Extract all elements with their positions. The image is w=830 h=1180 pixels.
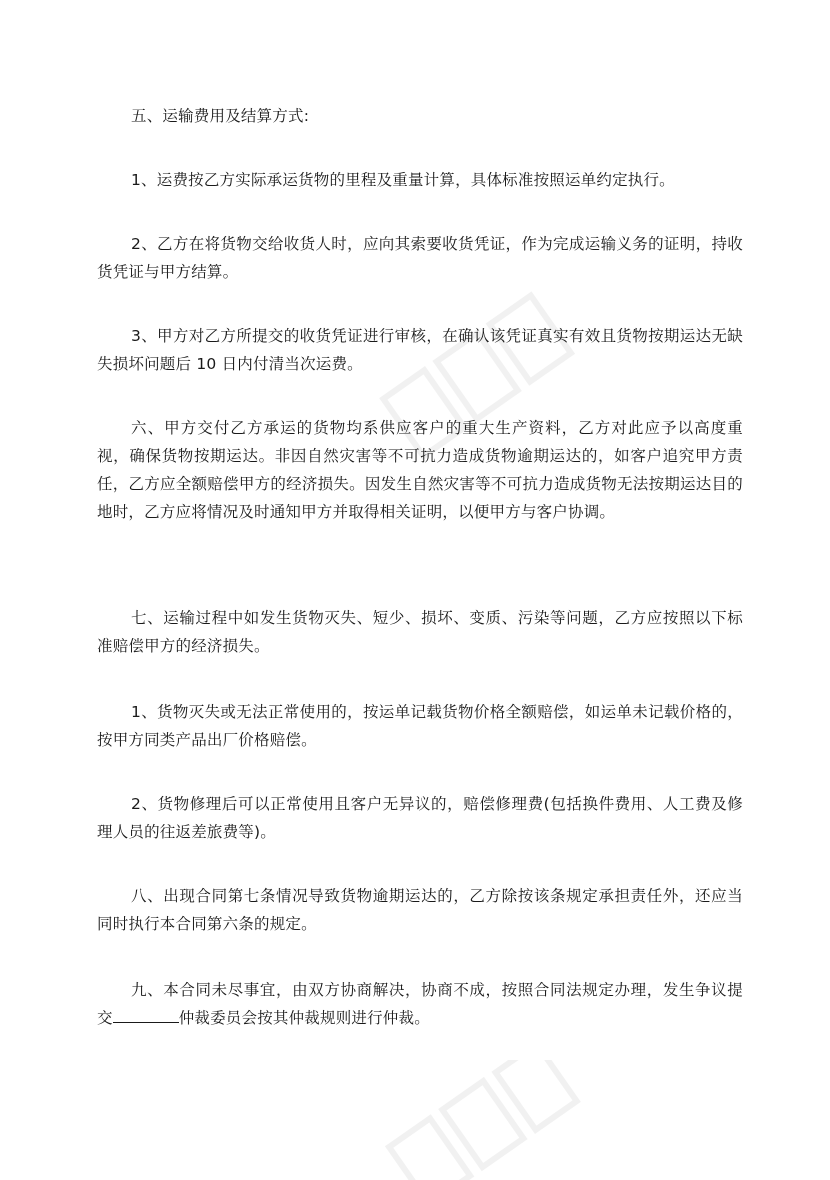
watermark-logo — [360, 1060, 600, 1180]
section-9-text-after: 仲裁委员会按其仲裁规则进行仲裁。 — [178, 1009, 430, 1027]
section-5-item-2: 2、乙方在将货物交给收货人时，应向其索要收货凭证，作为完成运输义务的证明，持收货凭证与甲方结算。 — [97, 235, 743, 281]
section-5-heading: 五、运输费用及结算方式: — [131, 107, 310, 125]
arbitration-blank-line — [113, 1004, 179, 1023]
section-7-item-1: 1、货物灭失或无法正常使用的，按运单记载货物价格全额赔偿，如运单未记载价格的，按甲方同类产品出厂价格赔偿。 — [97, 703, 743, 749]
section-7-paragraph: 七、运输过程中如发生货物灭失、短少、损坏、变质、污染等问题，乙方应按照以下标准赔偿甲方的经济损失。 — [97, 609, 743, 655]
section-6-paragraph: 六、甲方交付乙方承运的货物均系供应客户的重大生产资料，乙方对此应予以高度重视，确保货物按期运达。非因自然灾害等不可抗力造成货物逾期运达的，如客户追究甲方责任，乙方应全额赔偿甲方的经济损失。因发生自然灾害等不可抗力造成货物无法按期运达目的地时，乙方应将情况及时通知甲方并取得相关证明，以便甲方与客户协调。 — [97, 419, 743, 521]
section-9-text-before: 九、本合同未尽事宜，由双方协商解决，协商不成，按照合同法规定办理，发生争议提交 — [97, 981, 743, 1027]
section-7-item-2: 2、货物修理后可以正常使用且客户无异议的，赔偿修理费(包括换件费用、人工费及修理人员的往返差旅费等)。 — [97, 795, 743, 841]
section-5-item-3: 3、甲方对乙方所提交的收货凭证进行审核，在确认该凭证真实有效且货物按期运达无缺失损坏问题后 10 日内付清当次运费。 — [97, 327, 743, 373]
section-5-item-1: 1、运费按乙方实际承运货物的里程及重量计算，具体标准按照运单约定执行。 — [131, 171, 675, 189]
section-9-paragraph — [97, 976, 743, 1032]
section-8-paragraph: 八、出现合同第七条情况导致货物逾期运达的，乙方除按该条规定承担责任外，还应当同时执行本合同第六条的规定。 — [97, 887, 743, 933]
